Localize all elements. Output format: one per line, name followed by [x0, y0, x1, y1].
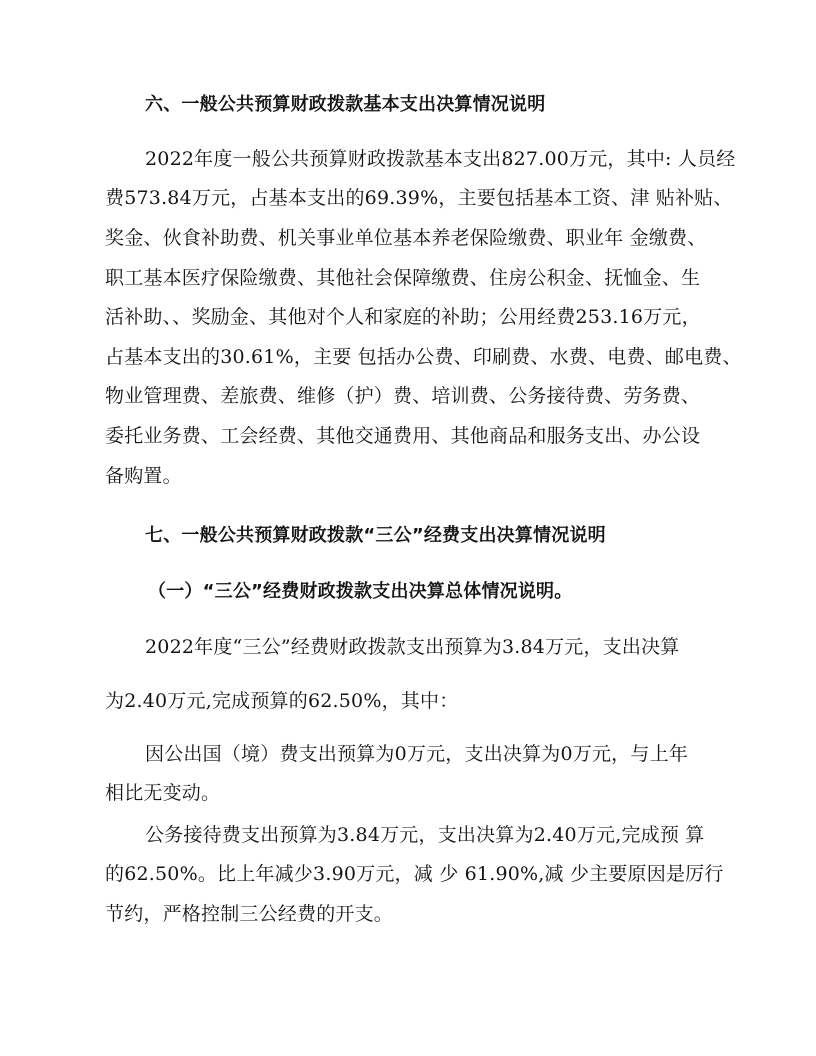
section-7-para3-line-3: 节约，严格控制三公经费的开支。 — [105, 903, 394, 925]
section-6-line-7: 物业管理费、差旅费、维修（护）费、培训费、公务接待费、劳务费、 — [105, 385, 701, 407]
section-6-heading: 六、一般公共预算财政拨款基本支出决算情况说明 — [145, 94, 546, 115]
section-6-line-1: 2022年度一般公共预算财政拨款基本支出827.00万元，其中: 人员经 — [145, 148, 736, 170]
section-7-subheading: （一）“三公”经费财政拨款支出决算总体情况说明。 — [148, 581, 573, 602]
section-7-para2-line-1: 因公出国（境）费支出预算为0万元，支出决算为0万元，与上年 — [145, 743, 688, 765]
section-7-heading: 七、一般公共预算财政拨款“三公”经费支出决算情况说明 — [145, 525, 606, 546]
section-7-para1-line-1: 2022年度“三公”经费财政拨款支出预算为3.84万元，支出决算 — [145, 636, 680, 658]
section-6-line-9: 备购置。 — [105, 465, 182, 487]
section-7-para2-line-2: 相比无变动。 — [105, 782, 221, 804]
section-6-line-4: 职工基本医疗保险缴费、其他社会保障缴费、住房公积金、抚恤金、生 — [105, 267, 701, 289]
section-7-para3-line-1: 公务接待费支出预算为3.84万元，支出决算为2.40万元,完成预 算 — [145, 824, 705, 846]
section-6-line-6: 占基本支出的30.61%，主要 包括办公费、印刷费、水费、电费、邮电费、 — [105, 346, 742, 368]
section-7-para1-line-2: 为2.40万元,完成预算的62.50%，其中： — [105, 690, 459, 712]
section-7-para3-line-2: 的62.50%。比上年减少3.90万元，减 少 61.90%,减 少主要原因是厉行 — [105, 863, 724, 885]
section-6-line-5: 活补助、、奖励金、其他对个人和家庭的补助；公用经费253.16万元， — [105, 306, 701, 328]
section-6-line-2: 费573.84万元，占基本支出的69.39%，主要包括基本工资、津 贴补贴、 — [105, 187, 733, 209]
section-6-line-8: 委托业务费、工会经费、其他交通费用、其他商品和服务支出、办公设 — [105, 425, 701, 447]
section-6-line-3: 奖金、伙食补助费、机关事业单位基本养老保险缴费、职业年 金缴费、 — [105, 227, 707, 249]
